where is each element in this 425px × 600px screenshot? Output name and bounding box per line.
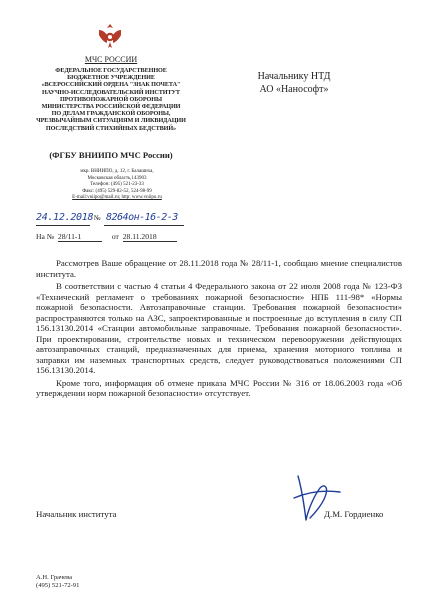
number-underline: [104, 225, 184, 226]
org-line: ФЕДЕРАЛЬНОЕ ГОСУДАРСТВЕННОЕ: [55, 67, 167, 74]
address-line: Московская область,143903: [87, 175, 147, 181]
executor-block: [36, 574, 79, 591]
org-line: ЧРЕЗВЫЧАЙНЫМ СИТУАЦИЯМ И ЛИКВИДАЦИИ: [36, 117, 186, 125]
organization-abbreviation: (ФГБУ ВНИИПО МЧС России): [49, 150, 173, 160]
org-line: ПРОТИВОПОЖАРНОЙ ОБОРОНЫ: [60, 95, 162, 103]
handwritten-signature-icon: [258, 470, 358, 530]
reference-line: [36, 232, 177, 242]
recipient-position: Начальнику НТД: [257, 71, 331, 82]
date-underline: [36, 225, 90, 226]
reference-from: от: [111, 232, 119, 241]
address-email-web[interactable]: E-mail:vniipo@mail.ru; http: www.vniipo.ru: [72, 195, 162, 201]
signatory-title: Начальник института: [36, 509, 117, 519]
reference-prefix: На №: [36, 232, 54, 241]
org-line: НАУЧНО-ИССЛЕДОВАТЕЛЬСКИЙ ИНСТИТУТ: [42, 88, 180, 96]
org-line: МИНИСТЕРСТВА РОССИЙСКОЙ ФЕДЕРАЦИИ: [41, 103, 181, 111]
signatory-name: Д.М. Гордиенко: [324, 509, 384, 519]
body-paragraph: Кроме того, информация об отмене приказа МЧС России № 316 от 18.06.2003 года «Об утверждении норм пожарной безопасности» отсутствует.: [36, 377, 402, 398]
handwritten-outgoing-date: 24.12.2018: [36, 212, 94, 223]
reference-date: 28.11.2018: [123, 232, 177, 242]
body-paragraph: В соответствии с частью 4 статьи 4 Федерального закона от 22 июля 2008 года № 123-ФЗ «Технический регламент о требованиях пожарной безопасности» НПБ 111-98* «Нормы пожарной безопасности. Автозаправочные станции. Требования пожарной безопасности» распространяются только на АЗС, запроектированные и построенные до вступления в силу СП 156.13130.2014 «Станции автомобильные заправочные. Требования пожарной безопасности». При проектировании, строительстве новых и техническом перевооружении действующих автозаправочных станций, предназначенных для приема, хранения моторного топлива и заправки им наземных транспортных средств, следует руководствоваться положениями СП 156.13130.2014.: [36, 281, 402, 375]
executor-name: А.Н. Грачева: [36, 574, 73, 581]
reference-number: 28/11-1: [58, 232, 102, 242]
organization-full-name: [20, 67, 202, 132]
handwritten-outgoing-number: 8264он-16-2-3: [106, 212, 178, 223]
letter-body: [36, 258, 402, 401]
number-label: №: [94, 214, 101, 222]
org-line: ПО ДЕЛАМ ГРАЖДАНСКОЙ ОБОРОНЫ,: [51, 110, 171, 118]
address-fax: Факс: (495) 529-82-52, 524-98-99: [82, 188, 152, 194]
org-line: ПОСЛЕДСТВИЙ СТИХИЙНЫХ БЕДСТВИЙ»: [45, 124, 177, 132]
organization-address: [52, 169, 182, 202]
recipient-company: АО «Нанософт»: [259, 83, 329, 95]
body-paragraph: Рассмотрев Ваше обращение от 28.11.2018 года № 28/11-1, сообщаю мнение специалистов института.: [36, 258, 402, 279]
ministry-name: МЧС РОССИИ: [84, 55, 138, 64]
address-line: мкр. ВНИИПО, д. 12, г. Балашиха,: [80, 169, 154, 174]
executor-phone: (495) 521-72-91: [36, 582, 80, 590]
address-phone: Телефон: (495) 521-23-33: [90, 182, 144, 188]
recipient-block: [244, 71, 344, 96]
emercom-emblem-icon: [94, 21, 126, 51]
org-line: «ВСЕРОССИЙСКИЙ ОРДЕНА "ЗНАК ПОЧЕТА": [41, 81, 181, 89]
org-line: БЮДЖЕТНОЕ УЧРЕЖДЕНИЕ: [67, 74, 155, 82]
